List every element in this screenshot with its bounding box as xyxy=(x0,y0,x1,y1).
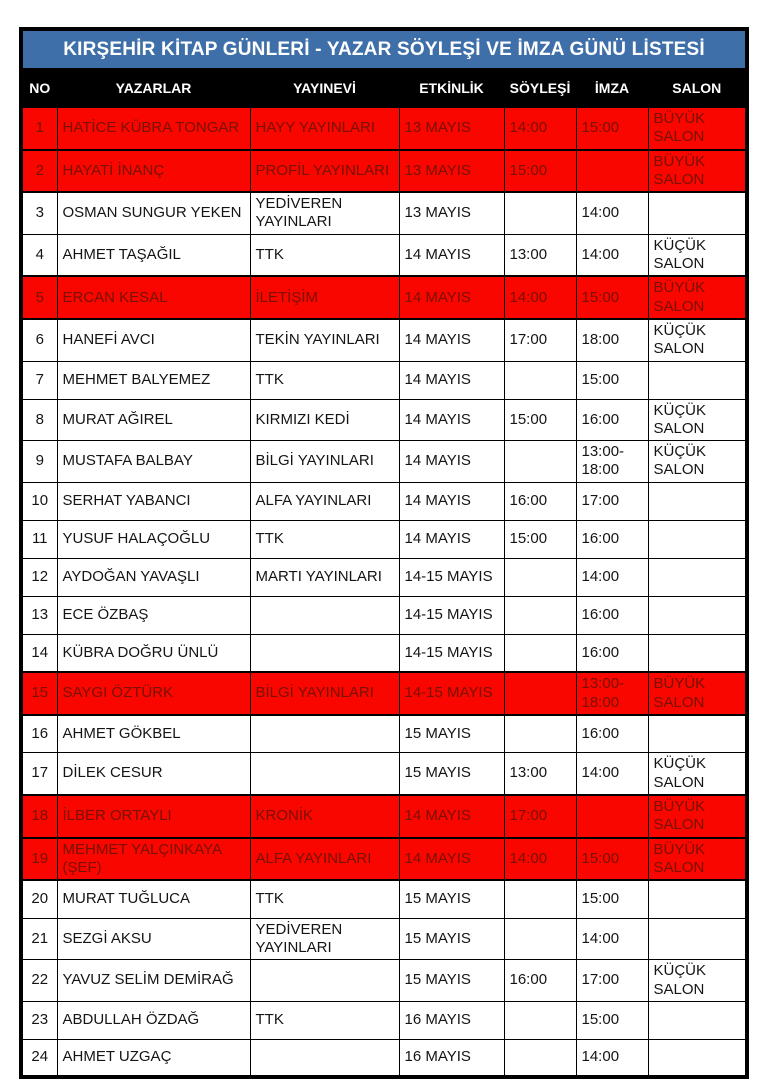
cell-yazar: SEZGİ AKSU xyxy=(57,918,250,960)
cell-yayinevi: YEDİVEREN YAYINLARI xyxy=(250,192,399,234)
cell-no: 4 xyxy=(21,234,57,276)
table-row xyxy=(21,441,747,483)
cell-salon xyxy=(648,558,747,596)
cell-imza: 14:00 xyxy=(576,753,648,795)
cell-imza: 14:00 xyxy=(576,558,648,596)
cell-etkinlik: 16 MAYIS xyxy=(399,1039,504,1077)
cell-no: 22 xyxy=(21,960,57,1002)
cell-salon: BÜYÜK SALON xyxy=(648,150,747,193)
cell-salon: BÜYÜK SALON xyxy=(648,276,747,319)
cell-imza: 16:00 xyxy=(576,596,648,634)
cell-yazar: AHMET GÖKBEL xyxy=(57,715,250,753)
cell-soylesi xyxy=(504,361,576,399)
cell-etkinlik: 13 MAYIS xyxy=(399,192,504,234)
cell-imza: 16:00 xyxy=(576,399,648,441)
cell-soylesi xyxy=(504,596,576,634)
cell-etkinlik: 15 MAYIS xyxy=(399,715,504,753)
cell-soylesi: 17:00 xyxy=(504,795,576,838)
cell-salon: KÜÇÜK SALON xyxy=(648,234,747,276)
cell-salon: BÜYÜK SALON xyxy=(648,795,747,838)
cell-yayinevi: TTK xyxy=(250,520,399,558)
cell-yazar: YAVUZ SELİM DEMİRAĞ xyxy=(57,960,250,1002)
cell-salon xyxy=(648,192,747,234)
cell-soylesi: 13:00 xyxy=(504,753,576,795)
cell-yayinevi: ALFA YAYINLARI xyxy=(250,482,399,520)
table-row xyxy=(21,634,747,672)
cell-no: 24 xyxy=(21,1039,57,1077)
cell-imza: 15:00 xyxy=(576,1001,648,1039)
cell-imza: 16:00 xyxy=(576,634,648,672)
table-row xyxy=(21,558,747,596)
cell-salon xyxy=(648,482,747,520)
cell-imza: 13:00-18:00 xyxy=(576,441,648,483)
cell-no: 6 xyxy=(21,319,57,361)
cell-no: 9 xyxy=(21,441,57,483)
cell-soylesi xyxy=(504,1039,576,1077)
cell-yazar: ERCAN KESAL xyxy=(57,276,250,319)
cell-etkinlik: 15 MAYIS xyxy=(399,753,504,795)
table-row xyxy=(21,520,747,558)
cell-yayinevi: KRONİK xyxy=(250,795,399,838)
table-row xyxy=(21,1039,747,1077)
cell-yazar: KÜBRA DOĞRU ÜNLÜ xyxy=(57,634,250,672)
cell-imza: 14:00 xyxy=(576,234,648,276)
cell-yazar: SERHAT YABANCI xyxy=(57,482,250,520)
cell-imza: 17:00 xyxy=(576,482,648,520)
cell-soylesi xyxy=(504,192,576,234)
cell-yayinevi: TTK xyxy=(250,880,399,918)
cell-no: 15 xyxy=(21,672,57,715)
cell-imza: 16:00 xyxy=(576,520,648,558)
cell-yayinevi: TTK xyxy=(250,234,399,276)
table-row xyxy=(21,192,747,234)
column-header-yayinevi: YAYINEVİ xyxy=(250,69,399,107)
cell-imza: 17:00 xyxy=(576,960,648,1002)
cell-imza: 14:00 xyxy=(576,192,648,234)
cell-yayinevi: BİLGİ YAYINLARI xyxy=(250,672,399,715)
cell-no: 5 xyxy=(21,276,57,319)
cell-no: 1 xyxy=(21,107,57,150)
table-row xyxy=(21,795,747,838)
cell-yayinevi: HAYY YAYINLARI xyxy=(250,107,399,150)
table-row xyxy=(21,672,747,715)
cell-yayinevi xyxy=(250,960,399,1002)
cell-no: 3 xyxy=(21,192,57,234)
cell-soylesi xyxy=(504,634,576,672)
cell-soylesi xyxy=(504,1001,576,1039)
cell-etkinlik: 14 MAYIS xyxy=(399,399,504,441)
table-row xyxy=(21,596,747,634)
cell-yazar: MURAT TUĞLUCA xyxy=(57,880,250,918)
cell-yayinevi: ALFA YAYINLARI xyxy=(250,838,399,881)
cell-imza: 13:00-18:00 xyxy=(576,672,648,715)
cell-no: 13 xyxy=(21,596,57,634)
cell-soylesi: 15:00 xyxy=(504,399,576,441)
cell-yazar: MUSTAFA BALBAY xyxy=(57,441,250,483)
event-schedule-table xyxy=(19,27,749,1079)
cell-yazar: ABDULLAH ÖZDAĞ xyxy=(57,1001,250,1039)
cell-yazar: HAYATİ İNANÇ xyxy=(57,150,250,193)
cell-yazar: AHMET UZGAÇ xyxy=(57,1039,250,1077)
cell-yayinevi: MARTI YAYINLARI xyxy=(250,558,399,596)
cell-no: 23 xyxy=(21,1001,57,1039)
cell-imza: 15:00 xyxy=(576,276,648,319)
cell-salon xyxy=(648,1039,747,1077)
cell-salon: KÜÇÜK SALON xyxy=(648,960,747,1002)
column-header-etkinlik: ETKİNLİK xyxy=(399,69,504,107)
cell-etkinlik: 14 MAYIS xyxy=(399,482,504,520)
table-row xyxy=(21,107,747,150)
cell-etkinlik: 15 MAYIS xyxy=(399,960,504,1002)
title-row xyxy=(21,29,747,69)
cell-soylesi: 16:00 xyxy=(504,960,576,1002)
cell-yazar: YUSUF HALAÇOĞLU xyxy=(57,520,250,558)
cell-yazar: AHMET TAŞAĞIL xyxy=(57,234,250,276)
cell-soylesi: 15:00 xyxy=(504,150,576,193)
cell-yazar: OSMAN SUNGUR YEKEN xyxy=(57,192,250,234)
cell-no: 2 xyxy=(21,150,57,193)
cell-salon xyxy=(648,880,747,918)
column-header-yazarlar: YAZARLAR xyxy=(57,69,250,107)
cell-soylesi xyxy=(504,715,576,753)
cell-yazar: HATİCE KÜBRA TONGAR xyxy=(57,107,250,150)
cell-soylesi: 13:00 xyxy=(504,234,576,276)
cell-imza: 15:00 xyxy=(576,107,648,150)
cell-yayinevi: YEDİVEREN YAYINLARI xyxy=(250,918,399,960)
cell-yayinevi: KIRMIZI KEDİ xyxy=(250,399,399,441)
cell-salon xyxy=(648,1001,747,1039)
cell-etkinlik: 13 MAYIS xyxy=(399,107,504,150)
cell-etkinlik: 14-15 MAYIS xyxy=(399,558,504,596)
cell-imza: 16:00 xyxy=(576,715,648,753)
cell-imza: 14:00 xyxy=(576,918,648,960)
cell-etkinlik: 14-15 MAYIS xyxy=(399,596,504,634)
cell-yazar: MURAT AĞIREL xyxy=(57,399,250,441)
cell-no: 18 xyxy=(21,795,57,838)
cell-etkinlik: 15 MAYIS xyxy=(399,918,504,960)
cell-yazar: İLBER ORTAYLI xyxy=(57,795,250,838)
cell-yayinevi: TTK xyxy=(250,361,399,399)
cell-etkinlik: 14-15 MAYIS xyxy=(399,672,504,715)
table-row xyxy=(21,838,747,881)
cell-etkinlik: 14 MAYIS xyxy=(399,276,504,319)
cell-soylesi: 15:00 xyxy=(504,520,576,558)
cell-etkinlik: 14 MAYIS xyxy=(399,234,504,276)
cell-yazar: ECE ÖZBAŞ xyxy=(57,596,250,634)
cell-no: 8 xyxy=(21,399,57,441)
cell-imza: 15:00 xyxy=(576,880,648,918)
cell-etkinlik: 14 MAYIS xyxy=(399,520,504,558)
cell-no: 20 xyxy=(21,880,57,918)
table-row xyxy=(21,753,747,795)
column-header-row xyxy=(21,69,747,107)
cell-salon: KÜÇÜK SALON xyxy=(648,319,747,361)
page-title: KIRŞEHİR KİTAP GÜNLERİ - YAZAR SÖYLEŞİ VE İMZA GÜNÜ LİSTESİ xyxy=(21,29,747,69)
cell-salon xyxy=(648,520,747,558)
cell-etkinlik: 15 MAYIS xyxy=(399,880,504,918)
cell-no: 7 xyxy=(21,361,57,399)
cell-no: 16 xyxy=(21,715,57,753)
cell-yayinevi: TTK xyxy=(250,1001,399,1039)
cell-etkinlik: 14 MAYIS xyxy=(399,838,504,881)
cell-salon: KÜÇÜK SALON xyxy=(648,441,747,483)
cell-yayinevi: TEKİN YAYINLARI xyxy=(250,319,399,361)
cell-soylesi: 14:00 xyxy=(504,107,576,150)
table-row xyxy=(21,361,747,399)
table-row xyxy=(21,1001,747,1039)
table-body xyxy=(21,107,747,1077)
column-header-salon: SALON xyxy=(648,69,747,107)
cell-no: 21 xyxy=(21,918,57,960)
cell-salon: BÜYÜK SALON xyxy=(648,107,747,150)
cell-no: 12 xyxy=(21,558,57,596)
cell-salon: BÜYÜK SALON xyxy=(648,672,747,715)
cell-imza xyxy=(576,150,648,193)
cell-etkinlik: 14 MAYIS xyxy=(399,795,504,838)
column-header-soylesi: SÖYLEŞİ xyxy=(504,69,576,107)
cell-no: 19 xyxy=(21,838,57,881)
cell-yazar: MEHMET YALÇINKAYA (ŞEF) xyxy=(57,838,250,881)
cell-yazar: MEHMET BALYEMEZ xyxy=(57,361,250,399)
cell-imza: 15:00 xyxy=(576,361,648,399)
cell-soylesi: 17:00 xyxy=(504,319,576,361)
column-header-imza: İMZA xyxy=(576,69,648,107)
table-row xyxy=(21,960,747,1002)
table-row xyxy=(21,276,747,319)
cell-yayinevi: PROFİL YAYINLARI xyxy=(250,150,399,193)
table-row xyxy=(21,918,747,960)
cell-salon xyxy=(648,361,747,399)
cell-soylesi: 14:00 xyxy=(504,838,576,881)
cell-soylesi xyxy=(504,918,576,960)
cell-yazar: DİLEK CESUR xyxy=(57,753,250,795)
cell-salon: KÜÇÜK SALON xyxy=(648,399,747,441)
cell-yayinevi xyxy=(250,1039,399,1077)
cell-etkinlik: 14 MAYIS xyxy=(399,441,504,483)
cell-salon xyxy=(648,634,747,672)
cell-soylesi xyxy=(504,558,576,596)
table-row xyxy=(21,482,747,520)
cell-no: 10 xyxy=(21,482,57,520)
cell-yayinevi xyxy=(250,596,399,634)
cell-salon: KÜÇÜK SALON xyxy=(648,753,747,795)
table-row xyxy=(21,150,747,193)
cell-no: 11 xyxy=(21,520,57,558)
cell-imza: 14:00 xyxy=(576,1039,648,1077)
cell-yazar: SAYGI ÖZTÜRK xyxy=(57,672,250,715)
cell-salon xyxy=(648,715,747,753)
cell-imza xyxy=(576,795,648,838)
cell-etkinlik: 13 MAYIS xyxy=(399,150,504,193)
cell-salon: BÜYÜK SALON xyxy=(648,838,747,881)
cell-yazar: AYDOĞAN YAVAŞLI xyxy=(57,558,250,596)
cell-soylesi xyxy=(504,880,576,918)
cell-no: 17 xyxy=(21,753,57,795)
cell-etkinlik: 16 MAYIS xyxy=(399,1001,504,1039)
table-row xyxy=(21,880,747,918)
cell-yazar: HANEFİ AVCI xyxy=(57,319,250,361)
table-row xyxy=(21,715,747,753)
table-row xyxy=(21,399,747,441)
cell-imza: 18:00 xyxy=(576,319,648,361)
cell-etkinlik: 14 MAYIS xyxy=(399,361,504,399)
cell-soylesi: 14:00 xyxy=(504,276,576,319)
cell-yayinevi xyxy=(250,753,399,795)
cell-yayinevi: BİLGİ YAYINLARI xyxy=(250,441,399,483)
cell-salon xyxy=(648,596,747,634)
table-row xyxy=(21,319,747,361)
cell-no: 14 xyxy=(21,634,57,672)
column-header-no: NO xyxy=(21,69,57,107)
cell-soylesi xyxy=(504,672,576,715)
cell-soylesi xyxy=(504,441,576,483)
cell-imza: 15:00 xyxy=(576,838,648,881)
cell-yayinevi: İLETİŞİM xyxy=(250,276,399,319)
table-row xyxy=(21,234,747,276)
cell-etkinlik: 14 MAYIS xyxy=(399,319,504,361)
cell-yayinevi xyxy=(250,634,399,672)
cell-yayinevi xyxy=(250,715,399,753)
cell-soylesi: 16:00 xyxy=(504,482,576,520)
cell-etkinlik: 14-15 MAYIS xyxy=(399,634,504,672)
cell-salon xyxy=(648,918,747,960)
